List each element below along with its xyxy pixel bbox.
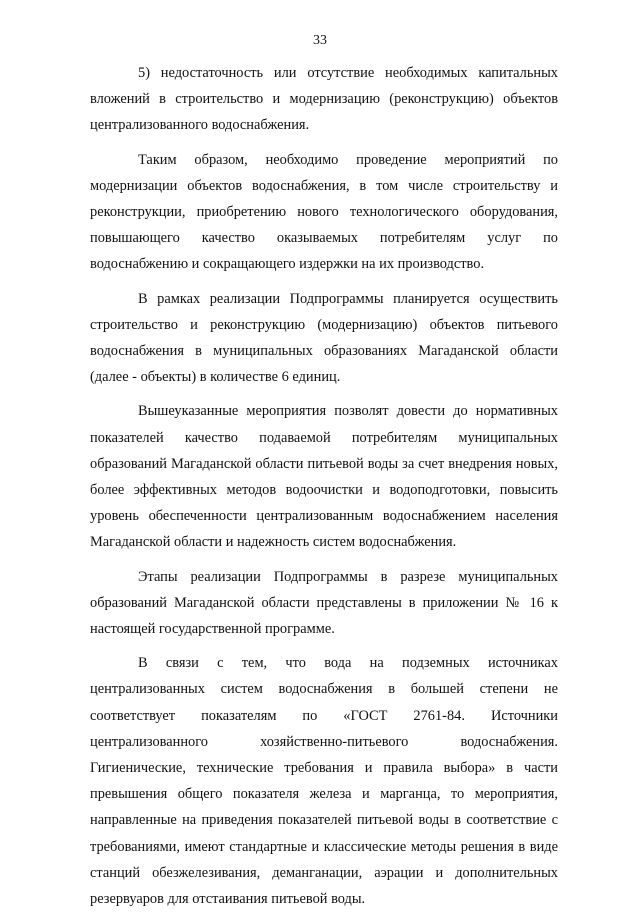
paragraph-6: В связи с тем, что вода на подземных источниках централизованных систем водоснабжения в большей степени не соответствует показателям по «ГОСТ 2761-84. Источники централизованного хозяйственно-питьевого водоснабжения. Гигиенические, технические требования и правила выбора» в части превышения общего показателя железа и марганца, то мероприятия, направленные на приведения показателей питьевой воды в соответствие с требованиями, имеют стандартные и классические методы решения в виде станций обезжелезивания, деманганации, аэрации и дополнительных резервуаров для отстаивания питьевой воды.	[90, 655, 558, 908]
paragraph-3: В рамках реализации Подпрограммы планируется осуществить строительство и реконструкцию (модернизацию) объектов питьевого водоснабжения в муниципальных образованиях Магаданской области (далее - объекты) в количестве 6 единиц.	[90, 290, 558, 386]
paragraph-1: 5) недостаточность или отсутствие необходимых капитальных вложений в строительство и модернизацию (реконструкцию) объектов централизованного водоснабжения.	[90, 65, 558, 134]
paragraph-5: Этапы реализации Подпрограммы в разрезе муниципальных образований Магаданской области представлены в приложении № 16 к настоящей государственной программе.	[90, 568, 558, 638]
document-body	[90, 60, 558, 920]
paragraph-2: Таким образом, необходимо проведение мероприятий по модернизации объектов водоснабжения, в том числе строительству и реконструкции, приобретению нового технологического оборудования, повышающего качество оказываемых потребителям услуг по водоснабжению и сокращающего издержки на их производство.	[90, 151, 558, 273]
page-number: 33	[313, 33, 327, 48]
paragraph-4: Вышеуказанные мероприятия позволят довести до нормативных показателей качество подаваемой потребителям муниципальных образований Магаданской области питьевой воды за счет внедрения новых, более эффективных методов водоочистки и водоподготовки, повысить уровень обеспеченности централизованным водоснабжением населения Магаданской области и надежность систем водоснабжения.	[90, 403, 558, 551]
